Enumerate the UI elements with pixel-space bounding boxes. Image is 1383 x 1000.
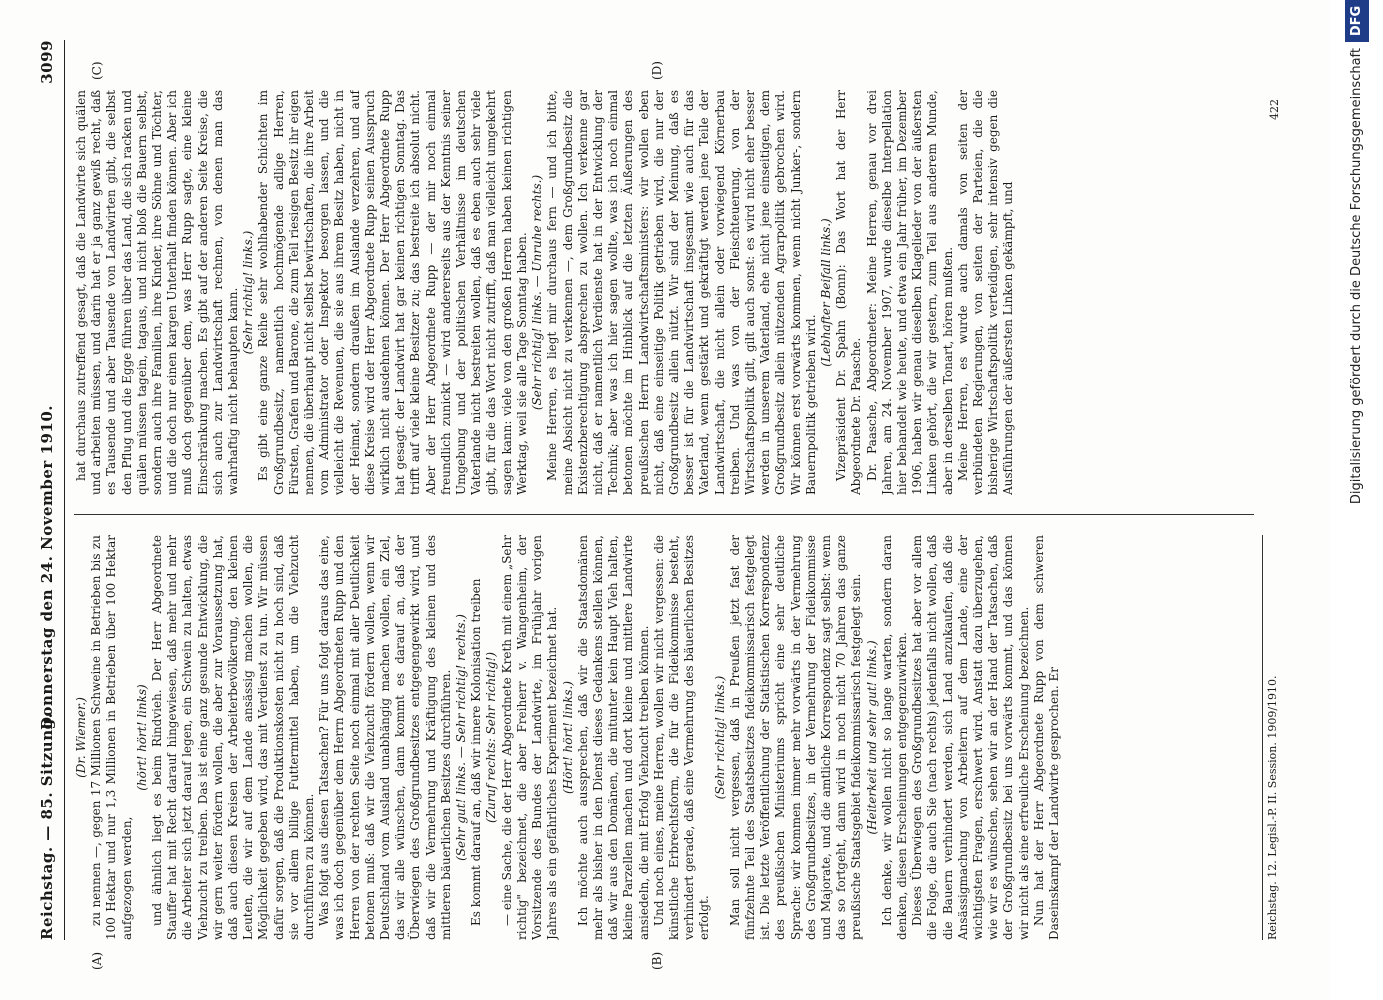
paragraph: Was folgt aus diesen Tatsachen? Für uns folgt daraus das eine, was ich doch gegenüber dem Herrn Abgeordneten Rupp und den Herren von der rechten Seite noch einmal mit aller Deutlichkeit betonen muß: daß wir die Viehzucht fördern wollen, wenn wir Deutschland vom Ausland unabhängig machen wollen, ein Ziel, das wir alle wünschen, dann kommt es darauf an, daß der Überwiegen des Großgrundbesitzes entgegengewirkt wird, und daß wir die Vermehrung und Kräftigung des kleinen und des mittleren bäuerlichen Besitzes durchführen. <box>317 535 453 940</box>
paragraph: — eine Sache, die der Herr Abgeordnete Kreth mit einem „Sehr richtig" bezeichnet, die aber Freiherr v. Wangenheim, der Vorsitzende des Bundes der Landwirte, im Frühjahr vorigen Jahres als ein gefährliches Experiment bezeichnet hat. <box>499 535 560 940</box>
margin-mark-c: (C) <box>90 61 104 80</box>
interjection: (hört! hört! links) <box>134 684 149 791</box>
header-left: Reichstag. — 85. Sitzung. <box>38 712 56 940</box>
right-column <box>74 90 1254 495</box>
margin-mark-d: (D) <box>650 61 664 80</box>
footer-rule <box>1262 535 1263 940</box>
paragraph: Dieses Überwiegen des Großgrundbesitzes hat aber vor allem die Folge, die auch Sie (nach rechts) jedenfalls nicht wollen, daß die Bauern verhindert werden, sich Land anzukaufen, daß die Ansässigmachung von Arbeitern auf dem Lande, eine der wichtigsten Fragen, erschwert wird. Anstatt dazu überzugehen, wie wir es wünschen, sehen wir an der Hand der Tatsachen, daß der Großgrundbesitz bei uns vorwärts kommt, und das können wir nicht als eine erfreuliche Erscheinung bezeichnen. <box>910 535 1031 940</box>
paragraph: Ich möchte auch aussprechen, daß wir die Staatsdomänen mehr als bisher in den Dienst dieses Gedankens stellen können, daß wir aus den Domänen, die mitunter kein Haupt Vieh halten, kleine Parzellen machen und dort kleine und mittlere Landwirte ansiedeln, die mit Erfolg Viehzucht treiben können. <box>575 535 651 940</box>
left-column <box>74 535 1254 940</box>
interjection: (Zuruf rechts: Sehr richtig!) <box>484 651 499 824</box>
paragraph: zu nennen —, gegen 17 Millionen Schweine in Betrieben bis zu 100 Hektar und nur 1,3 Millionen in Betrieben über 100 Hektar aufgezogen werden, <box>89 535 134 940</box>
margin-mark-a: (A) <box>90 951 104 970</box>
interjection: (Sehr richtig! links. — Unruhe rechts.) <box>530 174 545 411</box>
interjection: (Sehr richtig! links.) <box>712 675 727 800</box>
paragraph: Vizepräsident Dr. Spahn (Bonn): Das Wort hat der Herr Abgeordnete Dr. Paasche. <box>834 90 864 495</box>
margin-mark-b: (B) <box>650 951 664 970</box>
paragraph: Es gibt eine ganze Reihe sehr wohlhabender Schichten im Großgrundbesitz, namentlich hochmögende adlige Herren, Fürsten, Grafen und Barone, die zum Teil riesigen Besitz ihr eigen nennen, die überhaupt nicht selbst bewirtschaften, die ihre Arbeit vom Administrator oder Inspektor besorgen lassen, und die vielleicht die Revenuen, die sie aus ihrem Besitz haben, nicht in der Heimat, sondern draußen im Auslande verzehren, und auf diese Kreise wird der Herr Abgeordnete Rupp seinen Ausspruch wirklich nicht ausdehnen können. Der Herr Abgeordnete Rupp hat gesagt: der Landwirt hat gar keinen richtigen Sonntag. Das trifft auf viele kleine Besitzer zu; das bestreite ich absolut nicht. Aber der Herr Abgeordnete Rupp — der mir noch einmal freundlich zunickt — wird andererseits aus der Kenntnis seiner Umgebung und der politischen Verhältnisse im deutschen Vaterlande nicht bestreiten wollen, daß es eben auch sehr viele gibt, für die das Wort nicht zutrifft, daß man vielleicht umgekehrt sagen kann: viele von den großen Herren haben keinen richtigen Werktag, weil sie alle Tage Sonntag haben. <box>256 90 529 495</box>
running-head <box>38 40 66 940</box>
interjection: (Hört! hört! links.) <box>560 680 575 795</box>
paragraph: hat durchaus zutreffend gesagt, daß die Landwirte sich quälen und arbeiten müssen, und darin hat er ja ganz gewiß recht, daß es Tausende und aber Tausende von Landwirten gibt, die selbst den Pflug und die Egge führen über das Land, die sich racken und quälen müssen tagein, tagaus, und nicht bloß die Bauern selbst, sondern auch ihre Familien, ihre Kinder, ihre Söhne und Töchter, und die doch nur einen kargen Unterhalt finden können. Aber ich muß doch gegenüber dem, was Herr Rupp sagte, eine kleine Einschränkung machen. Es gibt auf der anderen Seite Kreise, die sich auch zur Landwirtschaft rechnen, von denen man das wahrhaftig nicht behaupten kann. <box>74 90 241 495</box>
paragraph: Es kommt darauf an, daß wir innere Kolonisation treiben <box>469 578 484 926</box>
digitization-stamp <box>1335 0 1379 1000</box>
interjection: (Lebhafter Beifall links.) <box>818 218 833 367</box>
paragraph: und ähnlich liegt es beim Rindvieh. Der Herr Abgeordnete Stauffer hat mit Recht darauf hingewiesen, daß mehr und mehr die Arbeiter sich jetzt darauf legen, ein Schwein zu halten, etwas Viehzucht zu treiben. Das ist eine ganz gesunde Entwicklung, die wir gern weiter fördern wollen, die aber zur Voraussetzung hat, daß auch diesen Kreisen der Arbeiterbevölkerung, den kleinen Leuten, die wir auf dem Lande ansässig machen wollen, die Möglichkeit gegeben wird, das mit Verdienst zu tun. Wir müssen dafür sorgen, daß die Produktionskosten nicht zu hoch sind, daß sie vor allem billige Futtermittel haben, um die Viehzucht durchführen zu können. <box>150 535 317 940</box>
page-number: 3099 <box>38 40 56 84</box>
paragraph: Ich denke, wir wollen nicht so lange warten, sondern daran denken, diesen Erscheinungen entgegenzuwirken. <box>879 535 909 940</box>
interjection: (Heiterkeit und sehr gut! links.) <box>864 640 879 835</box>
paragraph: Nun hat der Herr Abgeordnete Rupp von dem schweren Daseinskampf der Landwirte gesprochen. Er <box>1031 535 1061 940</box>
interjection: (Sehr richtig! links.) <box>241 230 256 355</box>
footer-line: Reichstag. 12. Legisl.-P. II. Session. 1909/1910. <box>1266 675 1279 940</box>
signature-mark: 422 <box>1268 99 1281 120</box>
paragraph: Man soll nicht vergessen, daß in Preußen jetzt fast der fünfzehnte Teil des Staatsbesitzes fideikommissarisch festgelegt ist. Die letzte Veröffentlichung der Statistischen Korrespondenz des preußischen Ministeriums spricht eine sehr deutliche Sprache: wir kommen immer mehr vorwärts in der Vermehrung des Großgrundbesitzes, in der Vermehrung der Fideikommisse und Majorate, und die amtliche Korrespondenz sagt selbst: wenn das so fortgeht, dann wird in noch nicht 70 Jahren das ganze preußische Staatsgebiet fideikommissarisch festgelegt sein. <box>727 535 864 940</box>
paragraph: Meine Herren, es liegt mir durchaus fern — und ich bitte, meine Absicht nicht zu verkennen —, dem Großgrundbesitz die Existenzberechtigung absprechen zu wollen. Ich verkenne gar nicht, daß er namentlich Verdienste hat in der Entwicklung der Technik; aber was ich hier sagen wollte, was ich noch einmal betonen möchte im Hinblick auf die letzten Äußerungen des preußischen Herrn Landwirtschaftsministers: wir wollen eben nicht, daß eine einseitige Politik getrieben wird, die nur der Großgrundbesitz allein nützt. Wir sind der Meinung, daß es besser ist für die Landwirtschaft insgesamt wie auch für das Vaterland, wenn gestärkt und gekräftigt werden jene Teile der Landwirtschaft, die nicht allein oder vorwiegend Körnerbau treiben. Und was von der Fleischteuerung, von der Wirtschaftspolitik gilt, gilt auch sonst: es wird nicht eher besser werden in unserem Vaterland, ehe nicht jene einseitigen, dem Großgrundbesitz allein nützenden Agrarpolitik gebrochen wird. Wir können erst vorwärts kommen, wenn nicht Junker-, sondern Bauernpolitik getrieben wird. <box>545 90 818 495</box>
paragraph: Meine Herren, es wurde auch damals von seiten der verbündeten Regierungen, von seiten der Parteien, die die bisherige Wirtschaftspolitik verteidigen, sehr intensiv gegen die Ausführungen der äußersten Linken gekämpft, und <box>955 90 1016 495</box>
header-date: Donnerstag den 24. November 1910. <box>38 404 56 730</box>
interjection: (Dr. Wiemer.) <box>74 697 88 778</box>
column-rule <box>74 514 1254 515</box>
paragraph: Dr. Paasche, Abgeordneter: Meine Herren, genau vor drei Jahren, am 24. November 1907, wurde dieselbe Interpellation hier behandelt wie heute, und etwa ein Jahr früher, im Dezember 1906, haben wir genau dieselben Klagelieder von der äußersten Linken gehört, die wir gestern, zum Teil aus anderem Munde, aber in derselben Tonart, hören mußten. <box>864 90 955 495</box>
interjection: (Sehr gut! links. — Sehr richtig! rechts.) <box>454 614 469 861</box>
header-rule <box>64 40 65 940</box>
stamp-text: Digitalisierung gefördert durch die Deutsche Forschungsgemeinschaft <box>1349 48 1364 505</box>
dfg-logo: DFG <box>1345 0 1369 42</box>
paragraph: Und noch eines, meine Herren, wollen wir nicht vergessen: die künstliche Erbrechtsform, die für die Fideikommisse besteht, verhindert gerade, daß eine Vermehrung des bäuerlichen Besitzes erfolgt. <box>651 535 712 940</box>
